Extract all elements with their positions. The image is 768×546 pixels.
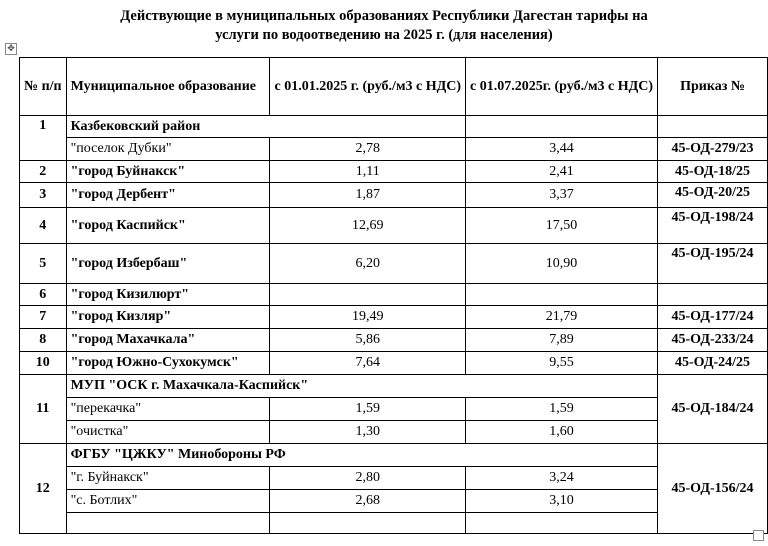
row-name: "г. Буйнакск" xyxy=(66,467,270,490)
header-num: № п/п xyxy=(20,58,67,116)
row-value-col2: 1,59 xyxy=(466,398,658,421)
row-empty-cell xyxy=(466,284,658,306)
row-value-col2: 1,60 xyxy=(466,421,658,444)
table-row xyxy=(20,352,768,375)
row-order: 45-ОД-279/23 xyxy=(658,138,768,161)
row-name: "город Буйнакск" xyxy=(66,161,270,183)
table-move-handle-icon[interactable]: ✥ xyxy=(5,43,17,55)
row-empty-cell xyxy=(658,284,768,306)
row-name: "город Кизилюрт" xyxy=(66,284,270,306)
row-num: 5 xyxy=(20,244,67,284)
row-name: "очистка" xyxy=(66,421,270,444)
table-row xyxy=(20,284,768,306)
row-num: 6 xyxy=(20,284,67,306)
row-order: 45-ОД-20/25 xyxy=(658,183,768,208)
table-row xyxy=(20,421,768,444)
row-name: "город Южно-Сухокумск" xyxy=(66,352,270,375)
table-header-row xyxy=(20,58,768,116)
row-order: 45-ОД-18/25 xyxy=(658,161,768,183)
row-empty-cell xyxy=(270,513,466,534)
row-value-col2: 21,79 xyxy=(466,306,658,329)
row-empty-cell xyxy=(466,513,658,534)
row-empty-cell xyxy=(66,513,270,534)
row-value-col1: 1,30 xyxy=(270,421,466,444)
header-name: Муниципальное образование xyxy=(66,58,270,116)
tariff-table xyxy=(19,57,768,534)
header-order: Приказ № xyxy=(658,58,768,116)
row-value-col1: 7,64 xyxy=(270,352,466,375)
row-name: "город Кизляр" xyxy=(66,306,270,329)
row-name: "поселок Дубки" xyxy=(66,138,270,161)
row-num: 8 xyxy=(20,329,67,352)
row-num: 4 xyxy=(20,208,67,244)
table-row xyxy=(20,116,768,138)
row-value-col1: 2,78 xyxy=(270,138,466,161)
row-order: 45-ОД-233/24 xyxy=(658,329,768,352)
row-num: 11 xyxy=(20,375,67,444)
row-empty-cell xyxy=(270,284,466,306)
row-num: 2 xyxy=(20,161,67,183)
row-value-col2: 17,50 xyxy=(466,208,658,244)
table-row xyxy=(20,467,768,490)
row-value-col1: 2,68 xyxy=(270,490,466,513)
document-title xyxy=(0,7,768,45)
row-value-col2: 10,90 xyxy=(466,244,658,284)
row-num: 10 xyxy=(20,352,67,375)
row-order: 45-ОД-195/24 xyxy=(658,244,768,284)
table-row xyxy=(20,490,768,513)
row-order: 45-ОД-177/24 xyxy=(658,306,768,329)
table-row xyxy=(20,161,768,183)
table-row xyxy=(20,183,768,208)
row-num: 1 xyxy=(20,116,67,161)
table-row xyxy=(20,138,768,161)
row-name: "город Каспийск" xyxy=(66,208,270,244)
row-value-col2: 3,10 xyxy=(466,490,658,513)
title-line-2: услуги по водоотведению на 2025 г. (для населения) xyxy=(215,27,553,43)
table-row xyxy=(20,398,768,421)
row-value-col2: 3,24 xyxy=(466,467,658,490)
row-num: 12 xyxy=(20,444,67,534)
row-num: 3 xyxy=(20,183,67,208)
table-row xyxy=(20,244,768,284)
row-name: Казбековский район xyxy=(66,116,465,138)
header-col1: с 01.01.2025 г. (руб./м3 с НДС) xyxy=(270,58,466,116)
row-order: 45-ОД-156/24 xyxy=(658,444,768,534)
row-name: МУП "ОСК г. Махачкала-Каспийск" xyxy=(66,375,657,398)
row-value-col2: 7,89 xyxy=(466,329,658,352)
row-value-col1: 1,87 xyxy=(270,183,466,208)
row-name: ФГБУ "ЦЖКУ" Минобороны РФ xyxy=(66,444,657,467)
row-value-col2: 3,44 xyxy=(466,138,658,161)
table-row xyxy=(20,306,768,329)
row-name: "город Избербаш" xyxy=(66,244,270,284)
row-order: 45-ОД-184/24 xyxy=(658,375,768,444)
row-value-col1: 1,59 xyxy=(270,398,466,421)
row-order: 45-ОД-24/25 xyxy=(658,352,768,375)
row-value-col1: 1,11 xyxy=(270,161,466,183)
row-value-col1: 6,20 xyxy=(270,244,466,284)
row-value-col1: 2,80 xyxy=(270,467,466,490)
row-value-col2: 9,55 xyxy=(466,352,658,375)
table-row xyxy=(20,375,768,398)
row-empty-cell xyxy=(466,116,658,138)
row-value-col2: 3,37 xyxy=(466,183,658,208)
row-value-col1: 19,49 xyxy=(270,306,466,329)
row-num: 7 xyxy=(20,306,67,329)
table-row xyxy=(20,513,768,534)
row-value-col1: 12,69 xyxy=(270,208,466,244)
table-row xyxy=(20,208,768,244)
table-row xyxy=(20,444,768,467)
row-value-col1: 5,86 xyxy=(270,329,466,352)
row-order: 45-ОД-198/24 xyxy=(658,208,768,244)
row-name: "город Махачкала" xyxy=(66,329,270,352)
header-col2: с 01.07.2025г. (руб./м3 с НДС) xyxy=(466,58,658,116)
table-row xyxy=(20,329,768,352)
row-empty-cell xyxy=(658,116,768,138)
row-name: "с. Ботлих" xyxy=(66,490,270,513)
title-line-1: Действующие в муниципальных образованиях Республики Дагестан тарифы на xyxy=(120,8,648,24)
row-name: "перекачка" xyxy=(66,398,270,421)
row-name: "город Дербент" xyxy=(66,183,270,208)
row-value-col2: 2,41 xyxy=(466,161,658,183)
table-resize-handle-icon[interactable] xyxy=(753,530,764,541)
